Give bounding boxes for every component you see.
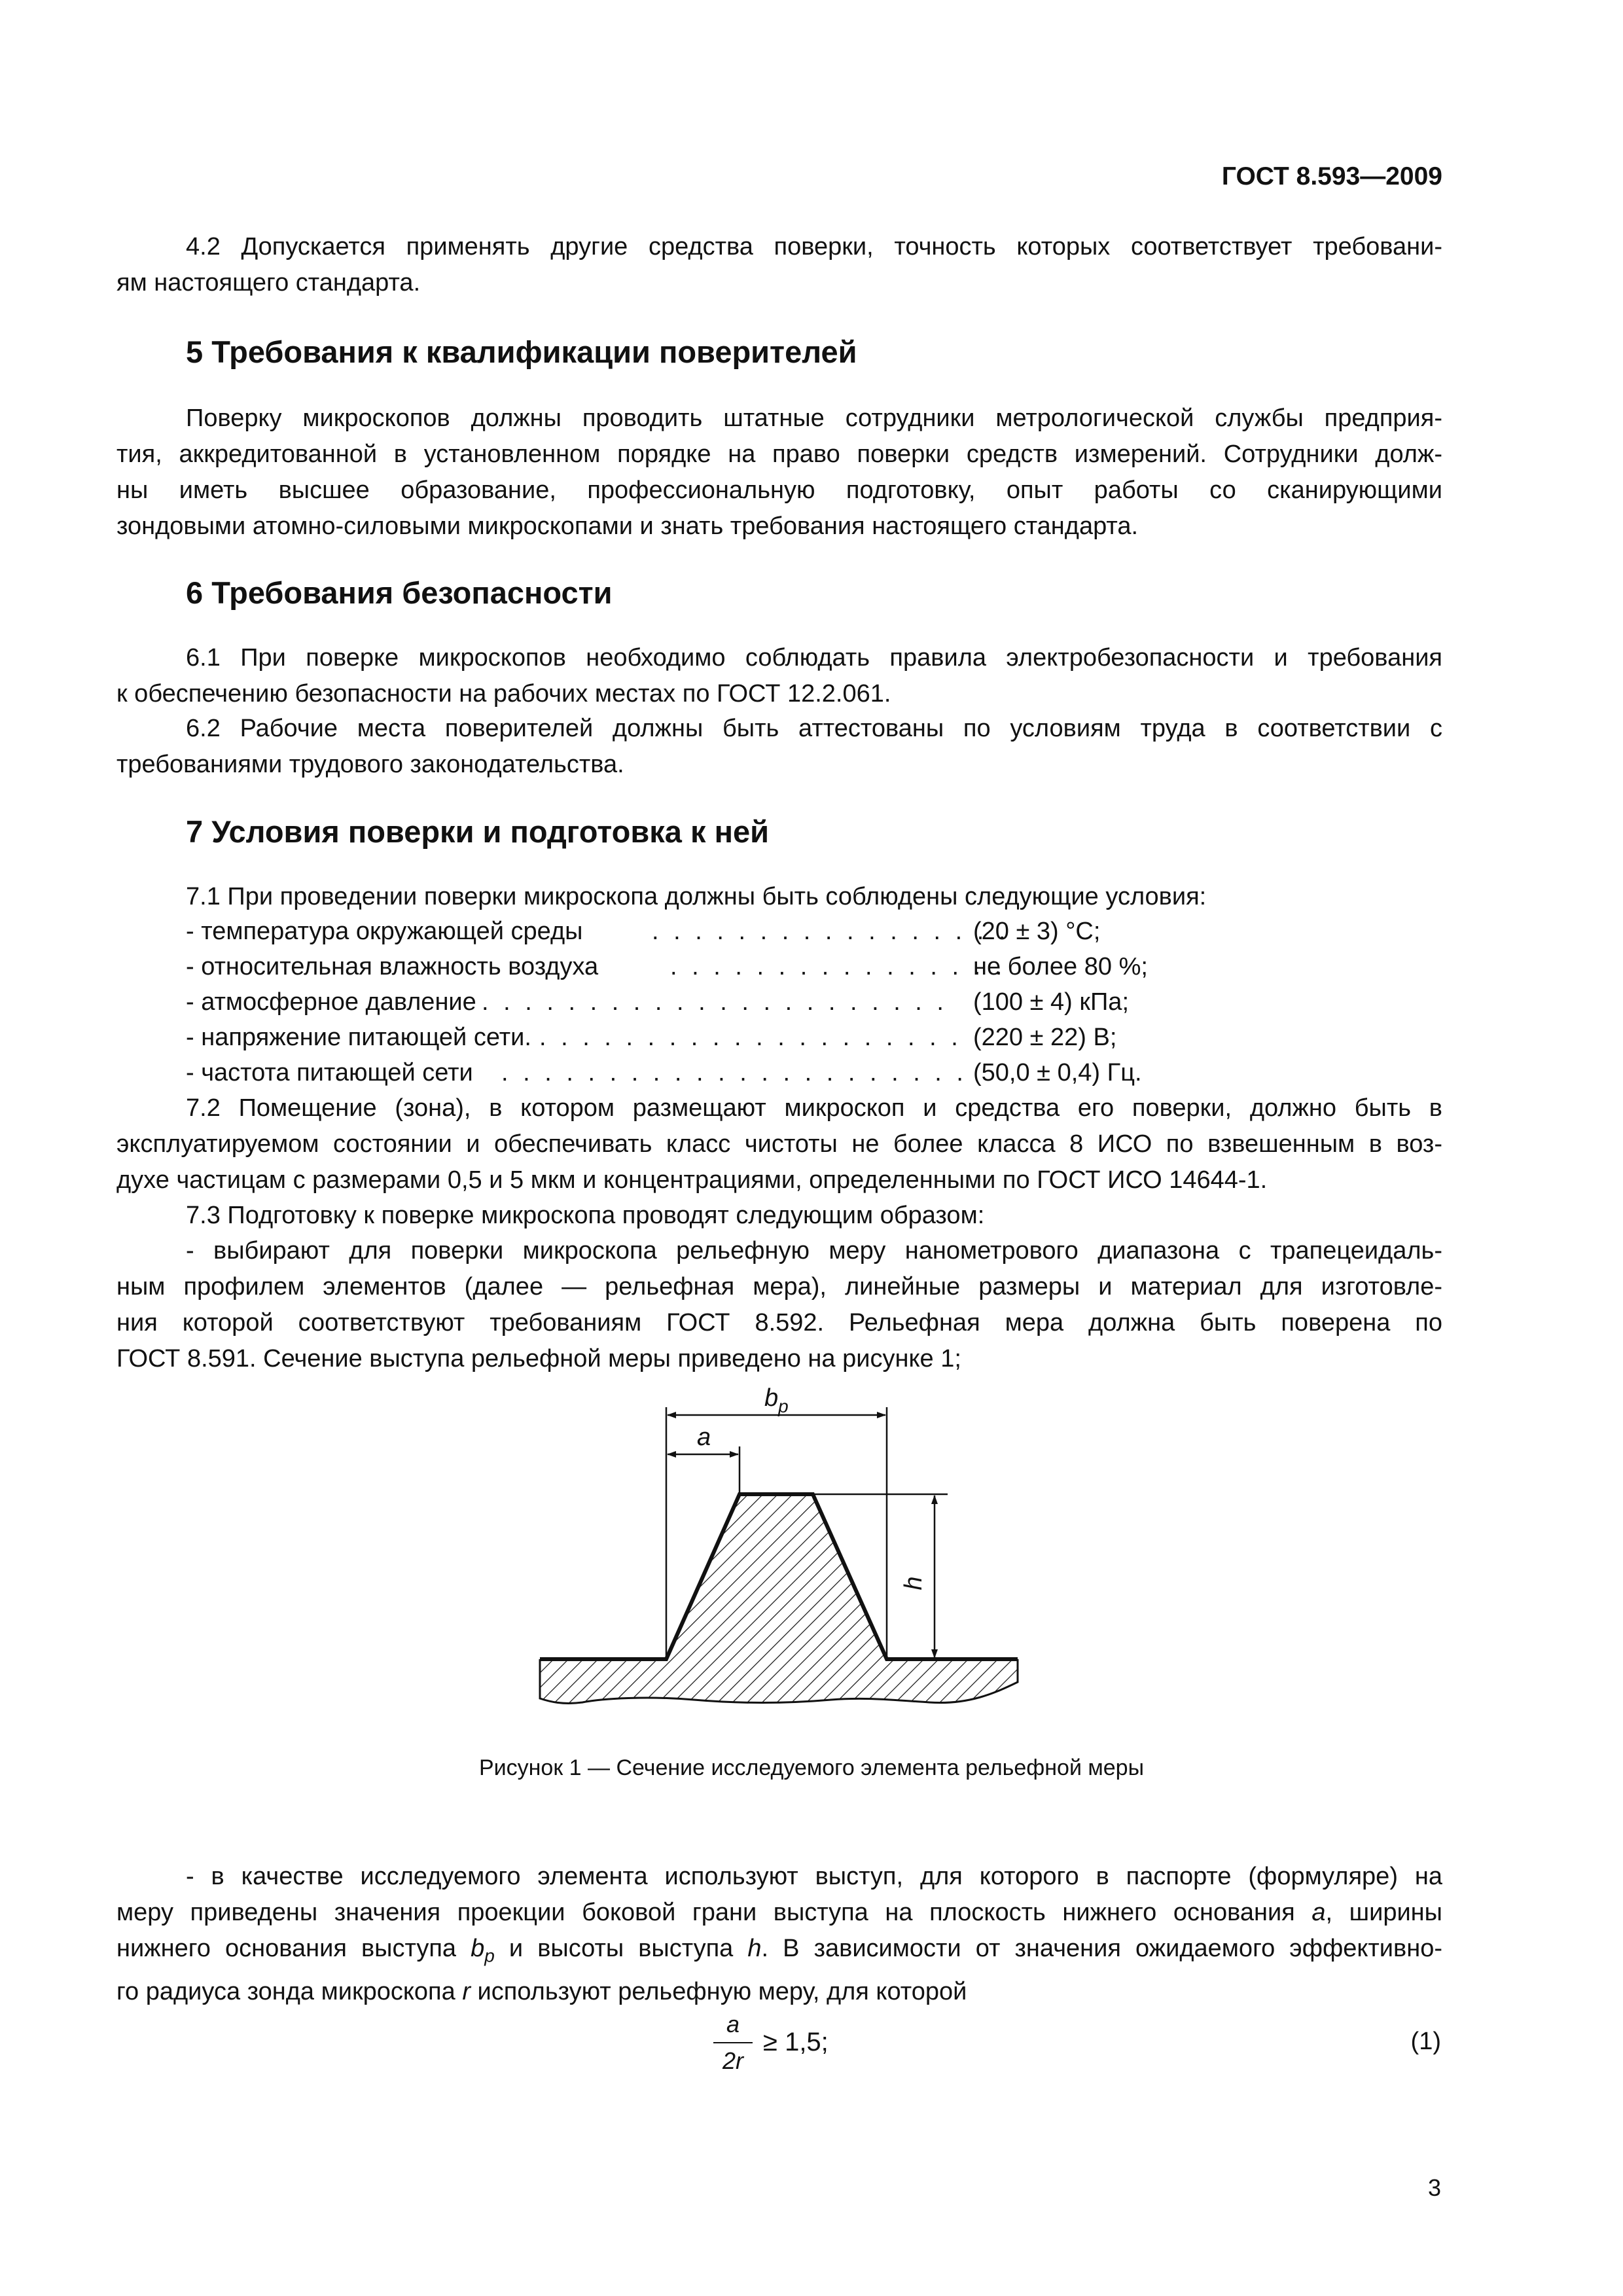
text-line: ны иметь высшее образование, профессиональную подготовку, опыт работы со сканирующими	[116, 476, 1442, 504]
condition-label: - относительная влажность воздуха	[186, 953, 599, 980]
text-line: ния которой соответствуют требованиям ГОСТ 8.592. Рельефная мера должна быть поверена по	[116, 1309, 1442, 1336]
condition-value: (50,0 ± 0,4) Гц.	[973, 1059, 1142, 1086]
label-bp: $b_p$	[764, 1384, 789, 1416]
text-line: 7.3 Подготовку к поверке микроскопа проводят следующим образом:	[186, 1202, 985, 1229]
leader-dots: . . . . . . . . . . . . . . . .	[670, 953, 1007, 980]
section-7-paragraph-4	[116, 1233, 1442, 1377]
section-7-paragraph-1	[116, 879, 1442, 915]
section-5-heading: 5 Требования к квалификации поверителей	[186, 334, 857, 369]
section-7-paragraph-3	[116, 1198, 1442, 1234]
leader-dots: . . . . . . . . . . . . . . . . . . . .	[539, 1024, 962, 1051]
text-line: зондовыми атомно-силовыми микроскопами и знать требования настоящего стандарта.	[116, 512, 1139, 540]
condition-value: не более 80 %;	[973, 953, 1148, 980]
formula-denominator: 2r	[722, 2047, 743, 2074]
fraction-bar	[713, 2042, 753, 2043]
text-line: - в качестве исследуемого элемента используют выступ, для которого в паспорте (формуляре) на	[186, 1863, 1442, 1890]
text-line: - выбирают для поверки микроскопа рельефную меру нанометрового диапазона с трапецеидаль-	[186, 1237, 1442, 1265]
condition-label: - напряжение питающей сети.	[186, 1024, 531, 1051]
page-number: 3	[1427, 2174, 1441, 2201]
text-line: духе частицам с размерами 0,5 и 5 мкм и концентрациями, определенными по ГОСТ ИСО 14644-1.	[116, 1166, 1268, 1194]
text-line: к обеспечению безопасности на рабочих местах по ГОСТ 12.2.061.	[116, 680, 891, 708]
section-7-paragraph-2	[116, 1090, 1442, 1198]
section-6-heading: 6 Требования безопасности	[186, 575, 613, 610]
variable-h: h	[747, 1935, 762, 1962]
condition-label: - атмосферное давление	[186, 988, 476, 1016]
variable-b: b	[471, 1935, 485, 1962]
leader-dots: . . . . . . . . . . . . . . . . . . . . . .	[482, 988, 948, 1016]
figure-1-caption: Рисунок 1 — Сечение исследуемого элемента рельефной меры	[478, 1755, 1145, 1780]
section-5-paragraph	[116, 401, 1442, 545]
text-line: тия, аккредитованной в установленном порядке на право поверки средств измерений. Сотрудники долж-	[116, 440, 1442, 468]
variable-r: r	[462, 1977, 471, 2005]
leader-dots: . . . . . . . . . . . . . . . . . . . . . .	[501, 1059, 967, 1086]
text-line: 6.2 Рабочие места поверителей должны быть аттестованы по условиям труда в соответствии с	[186, 715, 1442, 742]
label-a: a	[697, 1424, 711, 1451]
formula-numerator: a	[726, 2011, 740, 2037]
text-line: требованиями трудового законодательства.	[116, 751, 624, 778]
section-6-paragraph-1	[116, 640, 1442, 712]
paragraph-4-2	[116, 229, 1442, 301]
label-h: h	[900, 1576, 927, 1590]
formula-relation: ≥ 1,5;	[763, 2028, 829, 2056]
section-7-heading: 7 Условия поверки и подготовка к ней	[186, 814, 770, 849]
leader-dots: . . . . . . . . . . . . . . . . .	[652, 918, 1010, 945]
section-6-paragraph-2	[116, 711, 1442, 783]
variable-a: a	[1311, 1899, 1326, 1926]
text-line: ГОСТ 8.591. Сечение выступа рельефной меры приведено на рисунке 1;	[116, 1345, 961, 1372]
condition-label: - температура окружающей среды	[186, 918, 583, 945]
subscript-p: p	[484, 1945, 495, 1966]
text-line: 7.1 При проведении поверки микроскопа должны быть соблюдены следующие условия:	[186, 883, 1207, 910]
condition-value: (100 ± 4) кПа;	[973, 988, 1130, 1016]
figure-1-cross-section	[524, 1378, 1034, 1731]
condition-value: (20 ± 3) °С;	[973, 918, 1101, 945]
standard-id: ГОСТ 8.593—2009	[1221, 162, 1442, 190]
text-line: ным профилем элементов (далее — рельефная мера), линейные размеры и материал для изготовле-	[116, 1273, 1442, 1300]
text-line: ям настоящего стандарта.	[116, 269, 421, 296]
text-line: Поверку микроскопов должны проводить штатные сотрудники метрологической службы предприя-	[186, 404, 1442, 432]
text-line: эксплуатируемом состоянии и обеспечивать класс чистоты не более класса 8 ИСО по взвешенным в воз-	[116, 1130, 1442, 1158]
text-line: 6.1 При поверке микроскопов необходимо соблюдать правила электробезопасности и требования	[186, 644, 1442, 672]
hatched-profile	[540, 1494, 1018, 1703]
text-line: 7.2 Помещение (зона), в котором размещают микроскоп и средства его поверки, должно быть в	[186, 1094, 1442, 1122]
text-line: 4.2 Допускается применять другие средства поверки, точность которых соответствует требовани-	[186, 233, 1442, 260]
formula-number: (1)	[1410, 2028, 1441, 2055]
condition-label: - частота питающей сети	[186, 1059, 473, 1086]
condition-value: (220 ± 22) В;	[973, 1024, 1117, 1051]
paragraph-measured-element: - в качестве исследуемого элемента используют выступ, для которого в паспорте (формуляре) на меру приведены значения проекции боковой грани выступа на плоскость нижнего основания a, ширины нижнего основания выступа $b_p$ и высоты выступа h. В зависимости от значения ожидаемого эффективно- го радиуса зонда микроскопа r используют рельефную меру, для которой	[116, 1863, 1442, 2005]
